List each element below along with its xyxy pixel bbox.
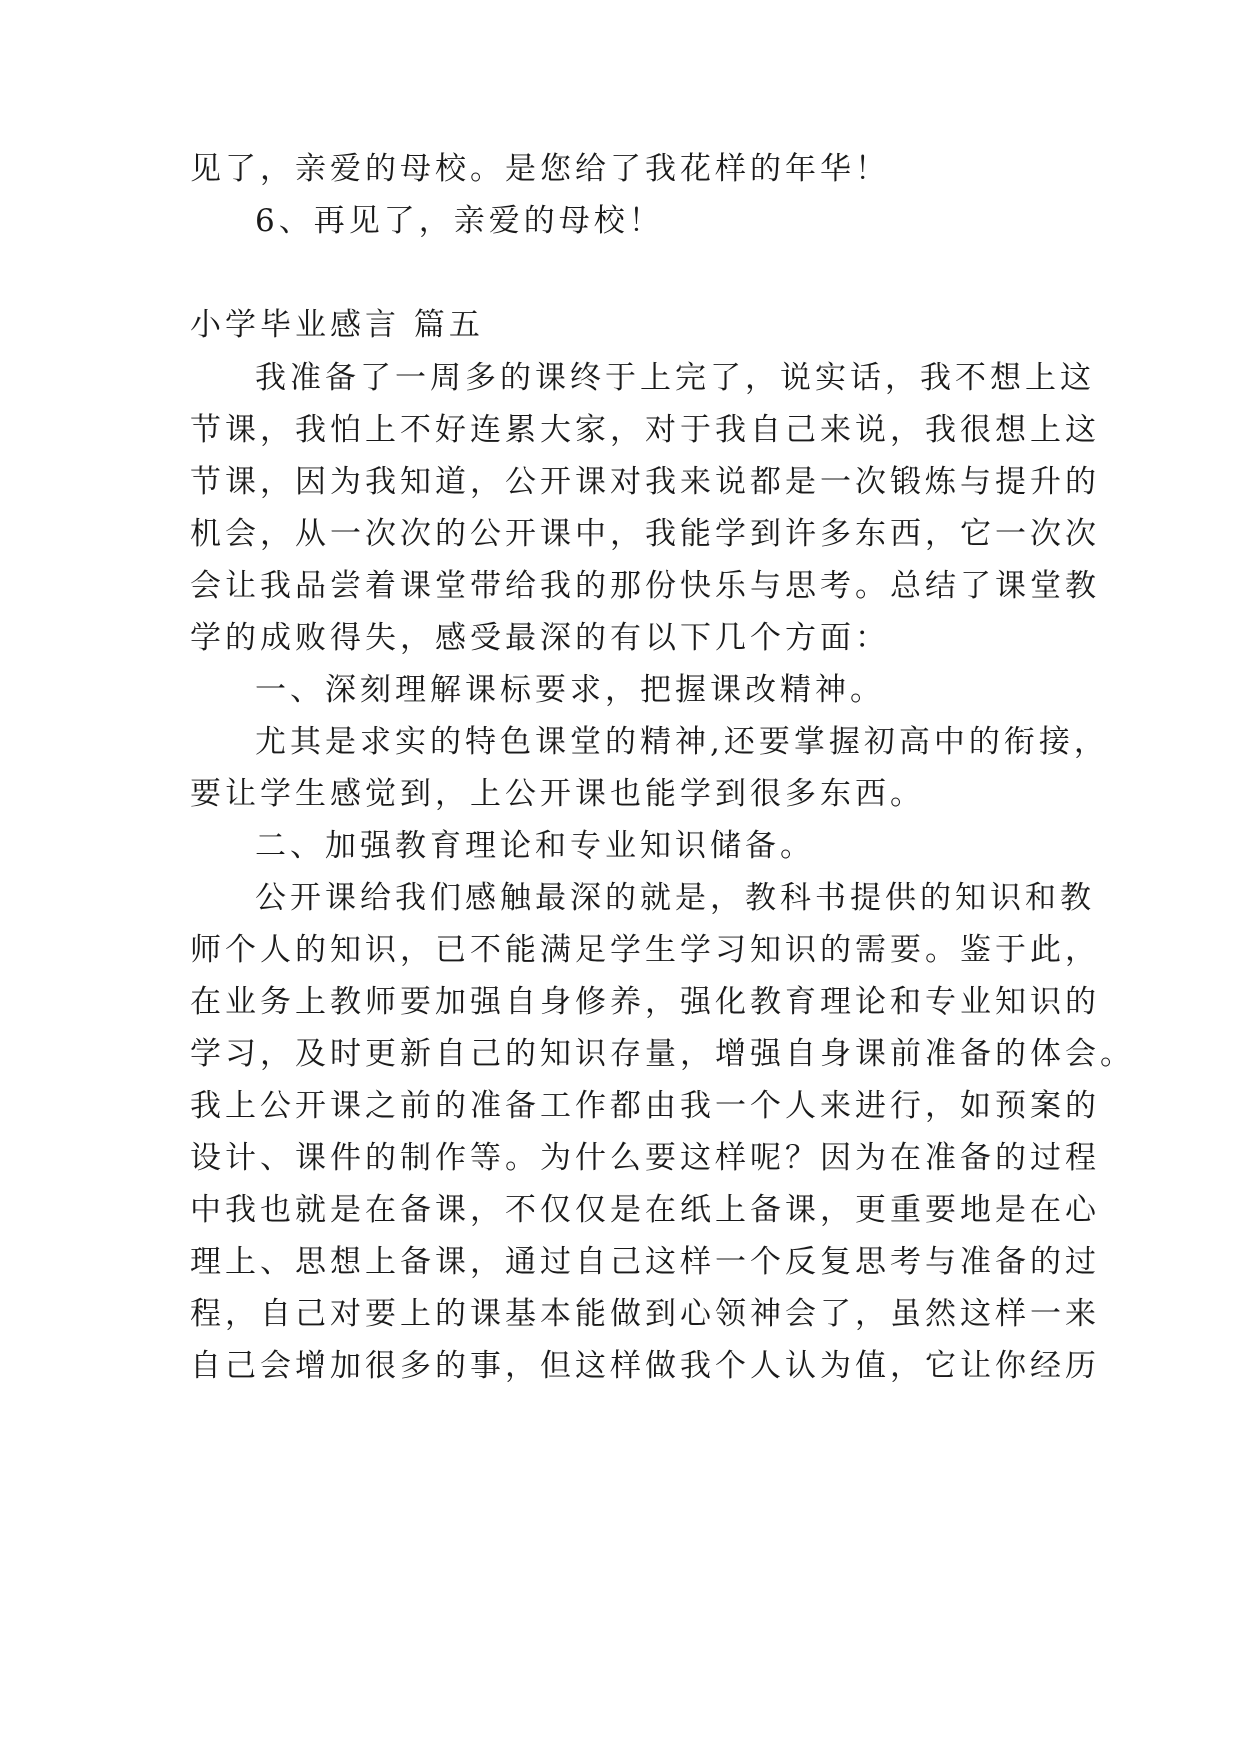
- paragraph-line: 理上、思想上备课，通过自己这样一个反复思考与准备的过: [190, 1244, 1100, 1280]
- paragraph-line: 我上公开课之前的准备工作都由我一个人来进行，如预案的: [190, 1088, 1100, 1124]
- paragraph-line: 我准备了一周多的课终于上完了，说实话，我不想上这: [255, 360, 1095, 396]
- paragraph-line: 自己会增加很多的事，但这样做我个人认为值，它让你经历: [190, 1348, 1100, 1384]
- paragraph-line: 中我也就是在备课，不仅仅是在纸上备课，更重要地是在心: [190, 1192, 1100, 1228]
- paragraph-line: 程，自己对要上的课基本能做到心领神会了，虽然这样一来: [190, 1296, 1100, 1332]
- subheading-line: 二、加强教育理论和专业知识储备。: [255, 828, 815, 864]
- paragraph-line: 师个人的知识，已不能满足学生学习知识的需要。鉴于此，: [190, 932, 1100, 968]
- paragraph-line: 尤其是求实的特色课堂的精神,还要掌握初高中的衔接，: [255, 724, 1109, 760]
- paragraph-line: 会让我品尝着课堂带给我的那份快乐与思考。总结了课堂教: [190, 568, 1100, 604]
- paragraph-line: 机会，从一次次的公开课中，我能学到许多东西，它一次次: [190, 516, 1100, 552]
- text-line: 见了，亲爱的母校。是您给了我花样的年华！: [190, 151, 890, 187]
- paragraph-line: 节课，我怕上不好连累大家，对于我自己来说，我很想上这: [190, 412, 1100, 448]
- paragraph-line: 设计、课件的制作等。为什么要这样呢？因为在准备的过程: [190, 1140, 1100, 1176]
- paragraph-line: 学习，及时更新自己的知识存量，增强自身课前准备的体会。: [190, 1036, 1135, 1072]
- section-heading: 小学毕业感言 篇五: [190, 307, 484, 343]
- paragraph-line: 要让学生感觉到，上公开课也能学到很多东西。: [190, 776, 925, 812]
- paragraph-line: 在业务上教师要加强自身修养，强化教育理论和专业知识的: [190, 984, 1100, 1020]
- paragraph-line: 公开课给我们感触最深的就是，教科书提供的知识和教: [255, 880, 1095, 916]
- text-line: 6、再见了，亲爱的母校！: [255, 203, 664, 239]
- paragraph-line: 节课，因为我知道，公开课对我来说都是一次锻炼与提升的: [190, 464, 1100, 500]
- subheading-line: 一、深刻理解课标要求，把握课改精神。: [255, 672, 885, 708]
- paragraph-line: 学的成败得失，感受最深的有以下几个方面：: [190, 620, 890, 656]
